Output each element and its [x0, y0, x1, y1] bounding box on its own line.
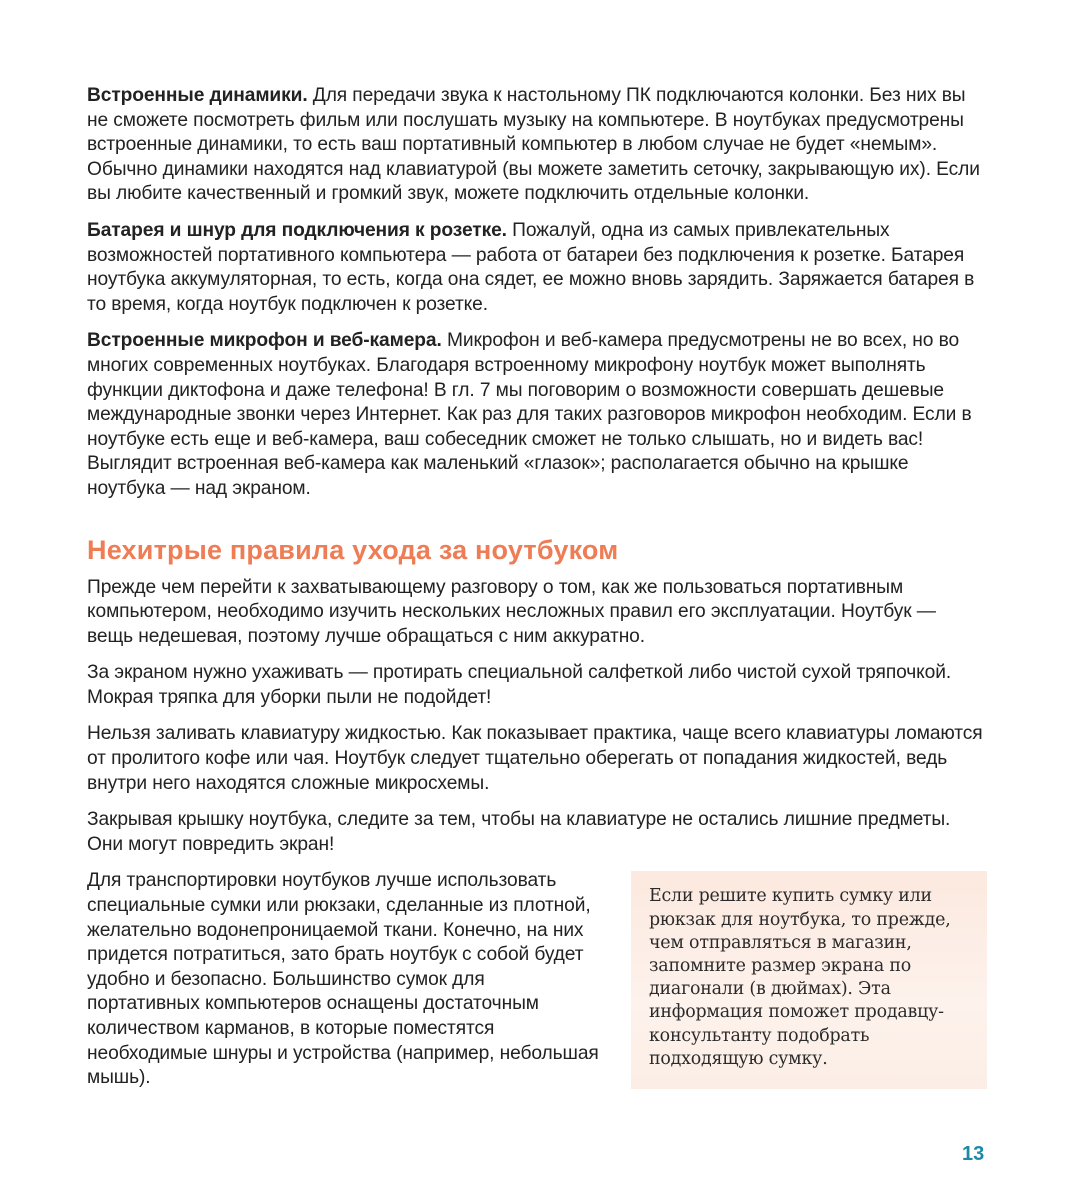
paragraph-keyboard-liquid: Нельзя заливать клавиатуру жидкостью. Как показывает практика, чаще всего клавиатуры ломаются от пролитого кофе или чая. Ноутбук следует тщательно оберегать от попадания жидкостей, ведь внутри него находятся сложные микросхемы. [87, 723, 983, 794]
paragraph-battery [87, 219, 987, 317]
paragraph-battery-text: Пожалуй, одна из самых привлекательных возможностей портативного компьютера — работа от батареи без подключения к розетке. Батарея ноутбука аккумуляторная, то есть, когда она сядет, ее можно вновь зарядить. Заряжается батарея в то время, когда ноутбук подключен к розетке. [87, 219, 975, 315]
page-body [87, 84, 987, 1091]
paragraph-transport: Для транспортировки ноутбуков лучше использовать специальные сумки или рюкзаки, сделанные из плотной, желательно водонепроницаемой ткани. Конечно, на них придется потратиться, зато брать ноутбук с собой будет удобно и безопасно. Большинство сумок для портативных компьютеров оснащены достаточным количеством карманов, в которые поместятся необходимые шнуры и устройства (например, небольшая мышь). [87, 870, 599, 1089]
paragraph-microphone-webcam-text: Микрофон и веб-камера предусмотрены не во всех, но во многих современных ноутбуках. Благодаря встроенному микрофону ноутбук может выполнять функции диктофона и даже телефона! В гл. 7 мы поговорим о возможности совершать дешевые международные звонки через Интернет. Как раз для таких разговоров микрофон необходим. Если в ноутбуке есть еще и веб-камера, ваш собеседник сможет не только слышать, но и видеть вас! Выглядит встроенная веб-камера как маленький «глазок»; располагается обычно на крышке ноутбука — над экраном. [87, 330, 972, 499]
tip-text: Если решите купить сумку или рюкзак для ноутбука, то прежде, чем отправляться в магазин, запомните размер экрана по диагонали (в дюймах). Эта информация поможет продавцу-консультанту подобрать подходящую сумку. [649, 886, 951, 1069]
transport-section [87, 869, 987, 1090]
transport-column [87, 869, 599, 1090]
section-heading: Нехитрые правила ухода за ноутбуком [87, 534, 619, 565]
term-speakers: Встроенные динамики. [87, 85, 308, 106]
paragraph-care-intro: Прежде чем перейти к захватывающему разговору о том, как же пользоваться портативным компьютером, необходимо изучить нескольких несложных правил его эксплуатации. Ноутбук — вещь недешевая, поэтому лучше обращаться с ним аккуратно. [87, 576, 936, 647]
paragraph-microphone-webcam [87, 329, 987, 501]
paragraph-speakers-text: Для передачи звука к настольному ПК подключаются колонки. Без них вы не сможете посмотреть фильм или послушать музыку на компьютере. В ноутбуках предусмотрены встроенные динамики, то есть ваш портативный компьютер в любом случае не будет «немым». Обычно динамики находятся над клавиатурой (вы можете заметить сеточку, закрывающую их). Если вы любите качественный и громкий звук, можете подключить отдельные колонки. [87, 85, 980, 205]
term-battery: Батарея и шнур для подключения к розетке. [87, 219, 507, 241]
tip-box [631, 871, 987, 1089]
paragraph-closing-lid: Закрывая крышку ноутбука, следите за тем, чтобы на клавиатуре не остались лишние предметы. Они могут повредить экран! [87, 809, 951, 855]
paragraph-screen-care: За экраном нужно ухаживать — протирать специальной салфеткой либо чистой сухой тряпочкой. Мокрая тряпка для уборки пыли не подойдет! [87, 662, 952, 708]
paragraph-speakers [87, 84, 987, 207]
page-number: 13 [962, 1143, 985, 1165]
term-microphone-webcam: Встроенные микрофон и веб-камера. [87, 330, 442, 352]
